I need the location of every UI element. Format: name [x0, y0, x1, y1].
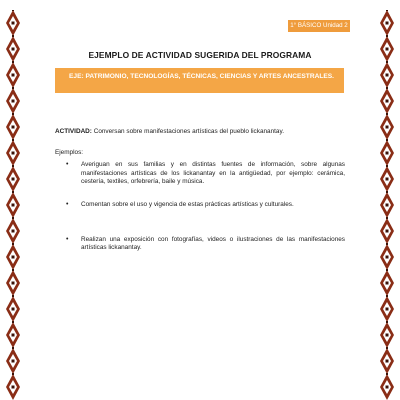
border-diamond-core — [12, 100, 15, 103]
border-diamond-core — [386, 360, 389, 363]
border-diamond-core — [12, 308, 15, 311]
border-diamond-core — [386, 126, 389, 129]
border-joint — [386, 87, 388, 89]
border-diamond-core — [386, 282, 389, 285]
border-pattern-right — [379, 10, 395, 400]
example-text: Averiguan en sus familias y en distintas fuentes de información, sobre algunas manifestaciones artísticas de los lickanantay en la antigüedad, por ejemplo: cerámica, cestería, textiles, orfebrería, baile y música. — [81, 161, 345, 186]
bullet-icon: • — [66, 200, 69, 208]
border-diamond-core — [386, 308, 389, 311]
activity-content — [55, 128, 345, 253]
border-diamond-core — [12, 230, 15, 233]
border-joint — [12, 269, 14, 271]
border-diamond-core — [386, 230, 389, 233]
border-pattern-left — [5, 10, 21, 400]
border-joint — [386, 35, 388, 37]
bullet-icon: • — [66, 161, 69, 169]
border-diamond-core — [12, 282, 15, 285]
example-text: Comentan sobre el uso y vigencia de estas prácticas artísticas y culturales. — [81, 200, 294, 208]
border-joint — [12, 10, 14, 11]
border-diamond-core — [12, 126, 15, 129]
border-joint — [12, 165, 14, 167]
activity-line — [55, 128, 345, 137]
border-joint — [386, 373, 388, 375]
border-joint — [386, 347, 388, 349]
border-joint — [12, 61, 14, 63]
border-diamond-core — [386, 100, 389, 103]
border-joint — [386, 217, 388, 219]
border-joint — [12, 373, 14, 375]
decorative-border-right — [379, 10, 395, 400]
activity-text: Conversan sobre manifestaciones artísticas del pueblo lickanantay. — [91, 128, 284, 135]
border-diamond-core — [12, 386, 15, 389]
border-diamond-core — [12, 152, 15, 155]
level-tag: 1° BÁSICO Unidad 2 — [288, 20, 350, 32]
decorative-border-left — [5, 10, 21, 400]
border-joint — [386, 10, 388, 11]
border-joint — [386, 269, 388, 271]
document-title: EJEMPLO DE ACTIVIDAD SUGERIDA DEL PROGRAMA — [88, 50, 312, 60]
list-item — [55, 161, 345, 187]
border-joint — [12, 321, 14, 323]
border-diamond-core — [386, 256, 389, 259]
examples-list — [55, 161, 345, 253]
border-joint — [386, 113, 388, 115]
border-diamond-core — [386, 152, 389, 155]
border-joint — [386, 243, 388, 245]
border-diamond-core — [386, 74, 389, 77]
border-diamond-core — [12, 256, 15, 259]
activity-label: ACTIVIDAD: — [55, 128, 92, 135]
bullet-icon: • — [66, 235, 69, 243]
list-item — [55, 201, 345, 210]
border-joint — [12, 113, 14, 115]
border-joint — [386, 295, 388, 297]
border-diamond-core — [386, 204, 389, 207]
border-joint — [12, 139, 14, 141]
list-item — [55, 236, 345, 253]
border-joint — [386, 139, 388, 141]
border-joint — [386, 165, 388, 167]
axis-banner — [55, 68, 344, 93]
border-diamond-core — [12, 22, 15, 25]
border-joint — [12, 87, 14, 89]
example-text: Realizan una exposición con fotografías, videos o ilustraciones de las manifestaciones artísticas lickanantay. — [81, 235, 345, 252]
border-joint — [386, 321, 388, 323]
border-joint — [12, 295, 14, 297]
border-joint — [12, 191, 14, 193]
border-diamond-core — [386, 22, 389, 25]
border-diamond-core — [12, 74, 15, 77]
border-joint — [386, 191, 388, 193]
border-joint — [12, 347, 14, 349]
examples-title: Ejemplos: — [55, 148, 84, 156]
border-diamond-core — [12, 204, 15, 207]
border-joint — [386, 61, 388, 63]
border-diamond-core — [386, 178, 389, 181]
border-joint — [12, 243, 14, 245]
border-diamond-core — [12, 178, 15, 181]
border-joint — [12, 35, 14, 37]
border-diamond-core — [386, 334, 389, 337]
border-diamond-core — [386, 386, 389, 389]
border-joint — [12, 217, 14, 219]
border-diamond-core — [12, 334, 15, 337]
border-diamond-core — [12, 360, 15, 363]
axis-text: EJE: PATRIMONIO, TECNOLOGÍAS, TÉCNICAS, CIENCIAS Y ARTES ANCESTRALES. — [69, 73, 334, 80]
